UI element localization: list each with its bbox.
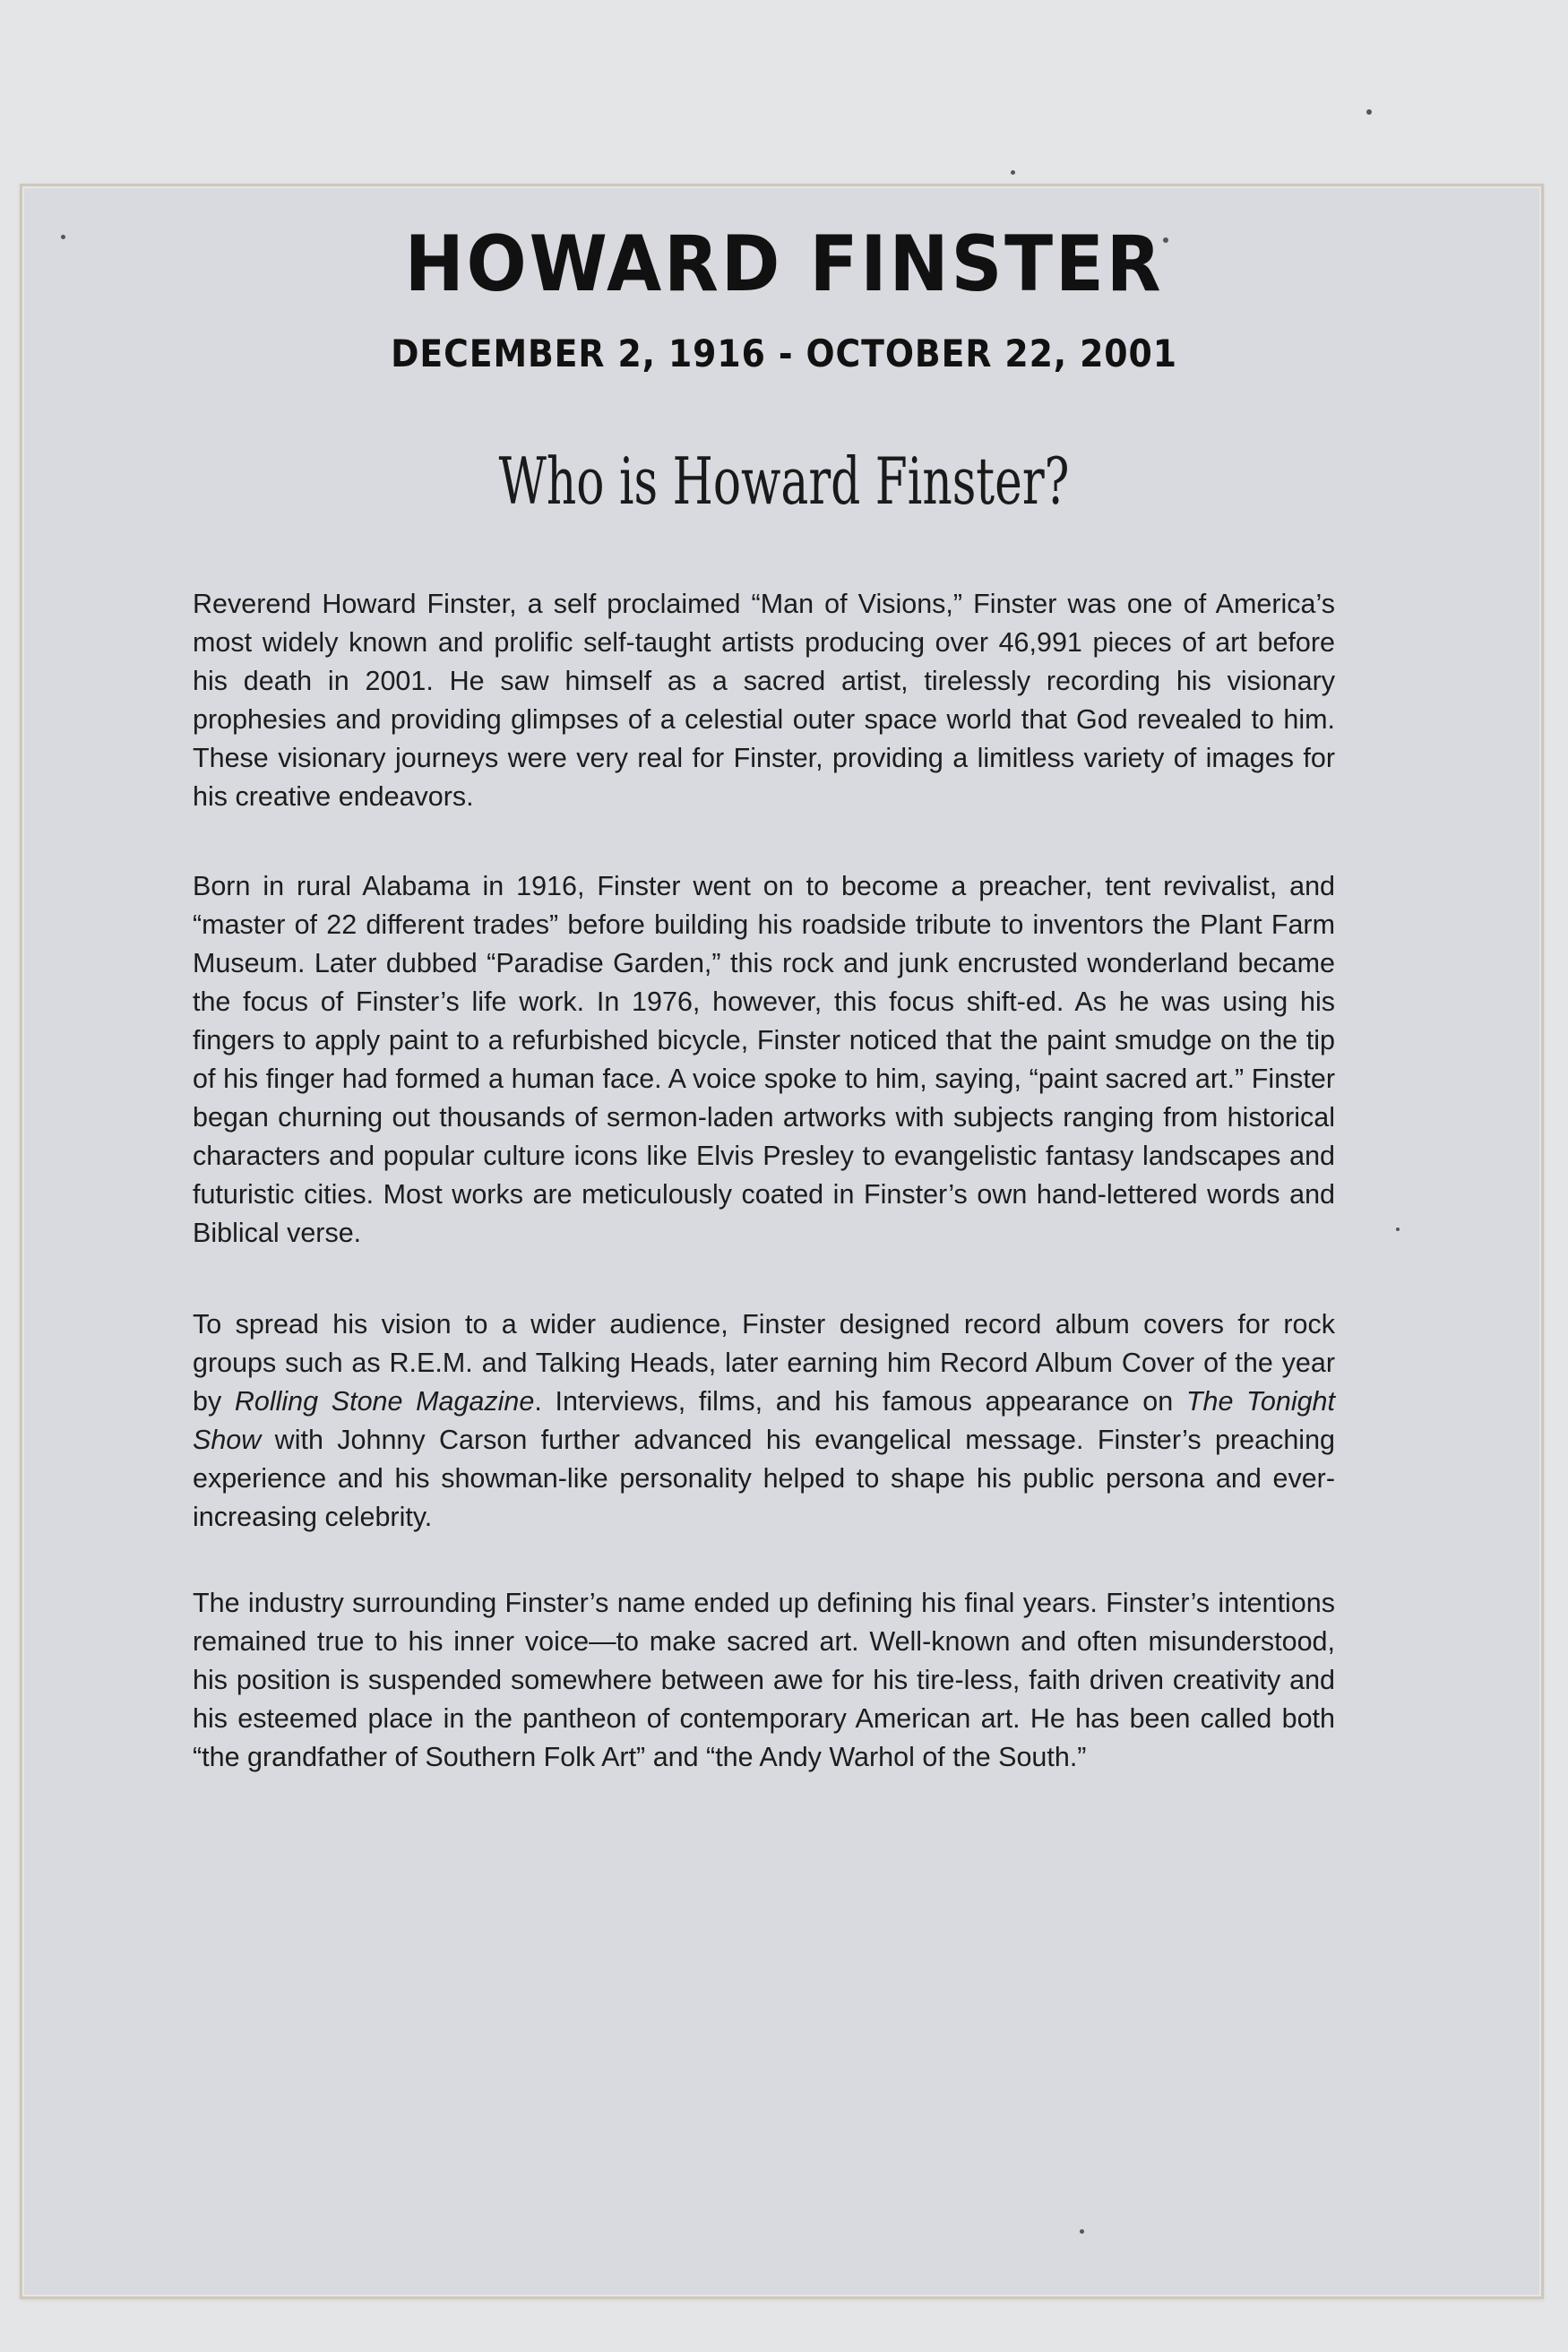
dirt-speck — [1396, 1228, 1400, 1231]
paragraph-text: To spread his vision to a wider audience, Finster designed record album covers for rock groups such as R.E.M. and Talking Heads, later earning him Record Album Cover of the year by — [193, 1309, 1335, 1417]
paragraph-biography: Born in rural Alabama in 1916, Finster went on to become a preacher, tent revivalist, and “master of 22 different trades” before building his roadside tribute to inventors the Plant Farm Museum. Later dubbed “Paradise Garden,” this rock and junk encrusted wonderland became the focus of Finster’s life work. In 1976, however, this focus shift-ed. As he was using his fingers to apply paint to a refurbished bicycle, Finster noticed that the paint smudge on the tip of his finger had formed a human face. A voice spoke to him, saying, “paint sacred art.” Finster began churning out thousands of sermon-laden artworks with subjects ranging from historical characters and popular culture icons like Elvis Presley to evangelistic fantasy landscapes and futuristic cities. Most works are meticulously coated in Finster’s own hand-lettered words and Biblical verse. — [193, 871, 1335, 1248]
dirt-speck — [61, 235, 65, 239]
dirt-speck — [1080, 2229, 1084, 2234]
page-title: HOWARD FINSTER — [404, 220, 1164, 309]
paragraph-wider-audience — [193, 1305, 1335, 1537]
paragraph-text: with Johnny Carson further advanced his evangelical message. Finster’s preaching experience and his showman-like personality helped to shape his public persona and ever-increasing celebrity. — [193, 1425, 1335, 1532]
section-heading: Who is Howard Finster? — [498, 444, 1070, 519]
dirt-speck — [1366, 109, 1372, 115]
show-title: The Tonight Show — [193, 1386, 1335, 1455]
paragraph-legacy: The industry surrounding Finster’s name ended up defining his final years. Finster’s intentions remained true to his inner voice—to make sacred art. Well-known and often misunderstood, his position is suspended somewhere between awe for his tire-less, faith driven creativity and his esteemed place in the pantheon of contemporary American art. He has been called both “the grandfather of Southern Folk Art” and “the Andy Warhol of the South.” — [193, 1588, 1335, 1772]
magazine-title: Rolling Stone Magazine — [234, 1386, 535, 1417]
dirt-speck — [1011, 170, 1015, 175]
life-dates: DECEMBER 2, 1916 - OCTOBER 22, 2001 — [391, 332, 1177, 375]
paragraph-text: . Interviews, films, and his famous appearance on — [534, 1386, 1186, 1417]
paragraph-intro: Reverend Howard Finster, a self proclaimed “Man of Visions,” Finster was one of America’s most widely known and prolific self-taught artists producing over 46,991 pieces of art before his death in 2001. He saw himself as a sacred artist, tirelessly recording his visionary prophesies and providing glimpses of a celestial outer space world that God revealed to him. These visionary journeys were very real for Finster, providing a limitless variety of images for his creative endeavors. — [193, 589, 1335, 812]
dirt-speck — [1163, 237, 1168, 243]
